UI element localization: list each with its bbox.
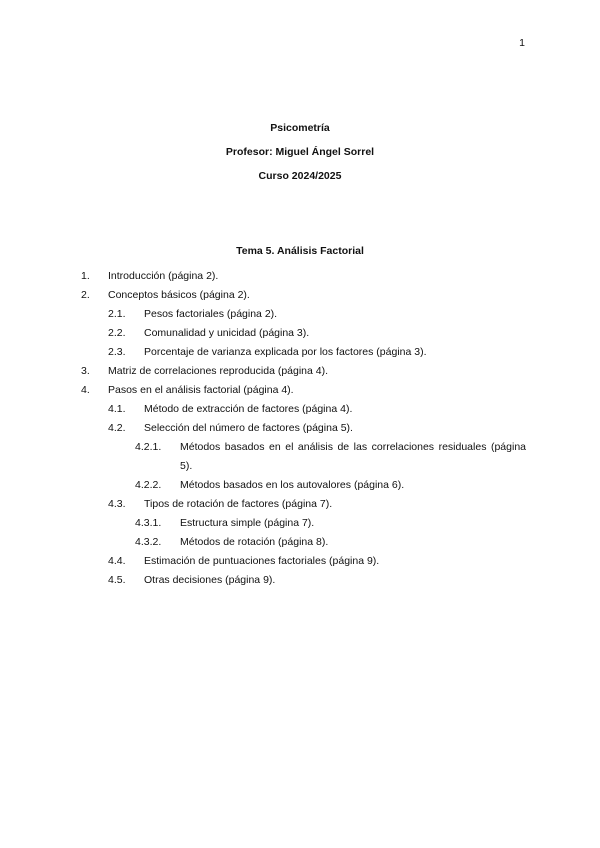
toc-item-3 xyxy=(0,365,600,384)
toc-item-text: Métodos de rotación (página 8). xyxy=(180,536,329,548)
toc-item-number: 1. xyxy=(81,270,90,282)
toc-item-text: Introducción (página 2). xyxy=(108,270,219,282)
toc-item-4-5 xyxy=(0,574,600,593)
table-of-contents xyxy=(0,270,600,593)
toc-item-4-2-1 xyxy=(0,441,600,479)
toc-item-number: 4.2. xyxy=(108,422,126,434)
page-number: 1 xyxy=(519,37,525,49)
course-line: Curso 2024/2025 xyxy=(258,170,342,182)
toc-item-number: 4.2.2. xyxy=(135,479,162,491)
toc-item-text: Conceptos básicos (página 2). xyxy=(108,289,250,301)
topic-title: Tema 5. Análisis Factorial xyxy=(236,245,364,257)
toc-item-4-4 xyxy=(0,555,600,574)
toc-item-number: 3. xyxy=(81,365,90,377)
toc-item-2 xyxy=(0,289,600,308)
toc-item-number: 4. xyxy=(81,384,90,396)
toc-item-text: Otras decisiones (página 9). xyxy=(144,574,276,586)
toc-item-text: Porcentaje de varianza explicada por los factores (página 3). xyxy=(144,346,427,358)
toc-item-number: 4.1. xyxy=(108,403,126,415)
toc-item-text: Tipos de rotación de factores (página 7). xyxy=(144,498,333,510)
toc-item-number: 4.3.2. xyxy=(135,536,162,548)
toc-item-number: 4.3.1. xyxy=(135,517,162,529)
toc-item-number: 4.4. xyxy=(108,555,126,567)
toc-item-number: 4.3. xyxy=(108,498,126,510)
toc-item-number: 4.5. xyxy=(108,574,126,586)
toc-item-text: Pesos factoriales (página 2). xyxy=(144,308,278,320)
toc-item-text: Estimación de puntuaciones factoriales (página 9). xyxy=(144,555,380,567)
toc-item-text: Métodos basados en el análisis de las correlaciones residuales (página 5). xyxy=(180,441,526,472)
toc-item-text: Método de extracción de factores (página 4). xyxy=(144,403,353,415)
toc-item-number: 2.3. xyxy=(108,346,126,358)
toc-item-number: 2. xyxy=(81,289,90,301)
toc-item-text: Estructura simple (página 7). xyxy=(180,517,315,529)
toc-item-number: 2.2. xyxy=(108,327,126,339)
toc-item-text: Matriz de correlaciones reproducida (página 4). xyxy=(108,365,329,377)
toc-item-text: Selección del número de factores (página 5). xyxy=(144,422,353,434)
subject-title: Psicometría xyxy=(270,122,330,134)
toc-item-number: 2.1. xyxy=(108,308,126,320)
professor-line: Profesor: Miguel Ángel Sorrel xyxy=(225,146,375,158)
toc-item-1 xyxy=(0,270,600,289)
toc-item-text: Pasos en el análisis factorial (página 4). xyxy=(108,384,294,396)
document-header xyxy=(0,121,600,193)
toc-item-number: 4.2.1. xyxy=(135,441,162,453)
toc-item-text: Comunalidad y unicidad (página 3). xyxy=(144,327,310,339)
toc-item-text: Métodos basados en los autovalores (página 6). xyxy=(180,479,405,491)
